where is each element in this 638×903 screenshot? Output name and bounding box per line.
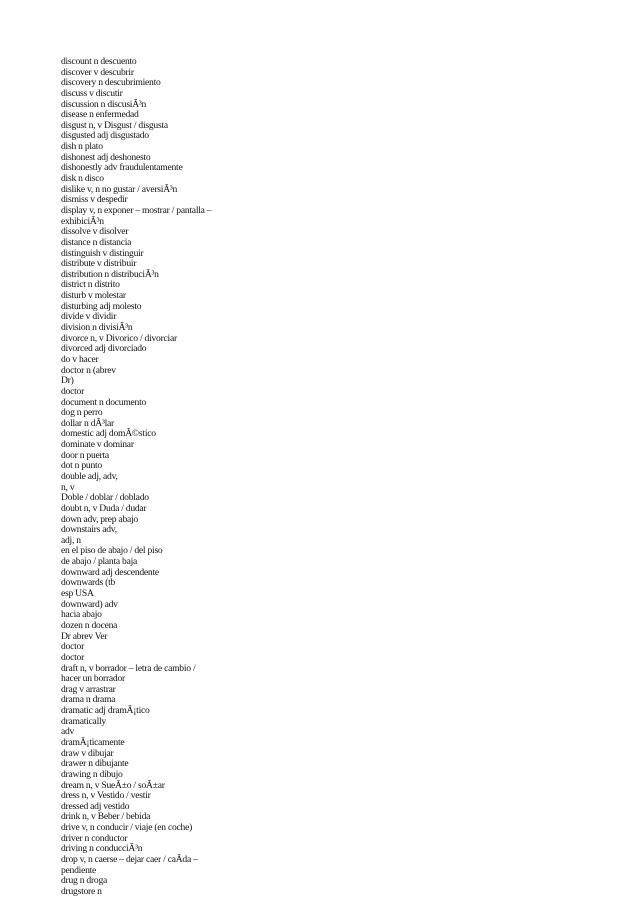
dictionary-entry-line: adv — [61, 726, 75, 738]
dictionary-entry-line: drawing n dibujo — [61, 768, 123, 780]
dictionary-entry-line: divorced adj divorciado — [61, 343, 147, 355]
dictionary-entry-line: draft n, v borrador – letra de cambio / — [61, 662, 196, 674]
dictionary-entry-line: discount n descuento — [61, 56, 137, 67]
dictionary-entry-line: exhibiciÃ³n — [61, 215, 104, 227]
dictionary-entry-line: dislike v, n no gustar / aversiÃ³n — [61, 183, 178, 195]
dictionary-entry-line: display v, n exponer – mostrar / pantalla – — [61, 204, 212, 216]
dictionary-entry-line: dress n, v Vestido / vestir — [61, 790, 151, 802]
dictionary-entry-line: double adj, adv, — [61, 470, 118, 482]
dictionary-entry-line: doctor — [61, 385, 85, 397]
dictionary-entry-line: domestic adj domÃ©stico — [61, 428, 156, 440]
dictionary-entry-line: dream n, v SueÃ±o / soÃ±ar — [61, 779, 165, 791]
dictionary-entry-line: discuss v discutir — [61, 87, 123, 99]
dictionary-entry-line: distribute v distribuir — [61, 258, 137, 270]
dictionary-entry-line: disk n disco — [61, 173, 104, 185]
dictionary-entry-line: division n divisiÃ³n — [61, 322, 133, 334]
dictionary-entry-line: dramatically — [61, 715, 106, 727]
dictionary-entry-line: do v hacer — [61, 353, 99, 365]
dictionary-entry-line: dot n punto — [61, 460, 102, 472]
dictionary-entry-line: dishonest adj deshonesto — [61, 151, 151, 163]
dictionary-entry-line: dollar n dÃ³lar — [61, 417, 114, 429]
dictionary-entry-line: dressed adj vestido — [61, 800, 130, 812]
dictionary-entry-line: doctor n (abrev — [61, 364, 116, 376]
dictionary-entry-line: draw v dibujar — [61, 747, 114, 759]
dictionary-entry-line: downwards (tb — [61, 577, 116, 589]
dictionary-entry-line: divorce n, v Divorico / divorciar — [61, 332, 177, 344]
dictionary-entry-line: disturb v molestar — [61, 290, 126, 302]
dictionary-entry-line: drama n drama — [61, 694, 116, 706]
dictionary-entry-line: hacia abajo — [61, 609, 102, 621]
dictionary-entry-line: Doble / doblar / doblado — [61, 492, 149, 504]
dictionary-entry-line: dissolve v disolver — [61, 226, 129, 238]
dictionary-entry-line: district n distrito — [61, 279, 120, 291]
dictionary-entry-list — [61, 57, 581, 898]
dictionary-entry-line: distance n distancia — [61, 236, 132, 248]
dictionary-entry-line: downstairs adv, — [61, 524, 117, 536]
dictionary-entry-line: downward) adv — [61, 598, 118, 610]
dictionary-entry-line: hacer un borrador — [61, 673, 125, 685]
dictionary-entry-line: n, v — [61, 481, 75, 493]
dictionary-entry-line: de abajo / planta baja — [61, 556, 138, 568]
dictionary-entry-line: distinguish v distinguir — [61, 247, 144, 259]
dictionary-entry-line: discover v descubrir — [61, 66, 134, 78]
dictionary-entry-line: driver n conductor — [61, 832, 128, 844]
dictionary-entry-line: Dr) — [61, 375, 74, 387]
dictionary-entry-line: dramatic adj dramÃ¡tico — [61, 705, 150, 717]
dictionary-entry-line: en el piso de abajo / del piso — [61, 545, 163, 557]
dictionary-entry-line: doctor — [61, 651, 85, 663]
dictionary-entry-line: disgusted adj disgustado — [61, 130, 149, 142]
dictionary-entry-line: driving n conducciÃ³n — [61, 843, 143, 855]
dictionary-entry-line: pendiente — [61, 864, 97, 876]
dictionary-entry-line: disgust n, v Disgust / disgusta — [61, 119, 168, 131]
dictionary-entry-line: down adv, prep abajo — [61, 513, 138, 525]
dictionary-entry-line: disease n enfermedad — [61, 109, 139, 121]
dictionary-entry-line: distribution n distribuciÃ³n — [61, 268, 159, 280]
dictionary-entry-line: drugstore n — [61, 885, 102, 897]
dictionary-entry-line: dismiss v despedir — [61, 194, 128, 206]
dictionary-entry-line: document n documento — [61, 396, 147, 408]
dictionary-entry-line: drink n, v Beber / bebida — [61, 811, 151, 823]
dictionary-entry-line: divide v dividir — [61, 311, 117, 323]
dictionary-entry-line: drawer n dibujante — [61, 758, 129, 770]
dictionary-entry-line: discussion n discusiÃ³n — [61, 98, 147, 110]
dictionary-entry-line: doubt n, v Duda / dudar — [61, 502, 147, 514]
dictionary-entry-line: dish n plato — [61, 141, 103, 153]
dictionary-entry-line: drug n droga — [61, 875, 108, 887]
dictionary-entry-line: discovery n descubrimiento — [61, 77, 161, 89]
dictionary-entry-line: esp USA — [61, 588, 94, 600]
dictionary-entry-line: dramÃ¡ticamente — [61, 737, 125, 748]
dictionary-entry-line: door n puerta — [61, 449, 109, 461]
dictionary-entry-line: drive v, n conducir / viaje (en coche) — [61, 822, 193, 834]
dictionary-entry-line: drop v, n caerse – dejar caer / caÃda – — [61, 854, 198, 866]
dictionary-entry-line: Dr abrev Ver — [61, 630, 108, 642]
dictionary-entry-line: dominate v dominar — [61, 439, 134, 451]
dictionary-entry-line: dog n perro — [61, 407, 103, 419]
dictionary-entry-line: downward adj descendente — [61, 566, 159, 578]
dictionary-entry-line: dishonestly adv fraudulentamente — [61, 162, 183, 174]
dictionary-entry-line: dozen n docena — [61, 619, 118, 631]
dictionary-entry-line: doctor — [61, 641, 85, 653]
dictionary-entry-line: adj, n — [61, 534, 81, 546]
dictionary-entry-line: drag v arrastrar — [61, 683, 116, 695]
dictionary-entry-line: disturbing adj molesto — [61, 300, 142, 312]
